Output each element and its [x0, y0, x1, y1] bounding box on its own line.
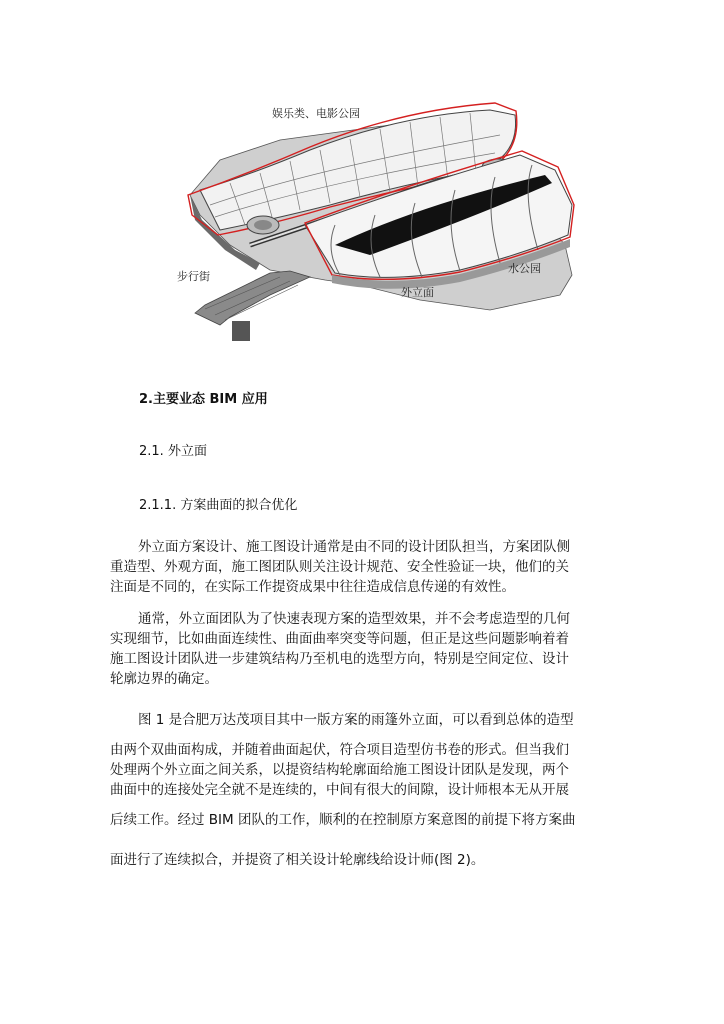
label-entertainment: 娱乐类、电影公园 — [272, 107, 360, 120]
paragraph-2-line: 实现细节，比如曲面连续性、曲面曲率突变等问题，但正是这些问题影响着着 — [110, 631, 569, 647]
paragraph-3-line: 处理两个外立面之间关系，以提资结构轮廓面给施工图设计团队是发现，两个 — [110, 762, 569, 778]
section-heading-2-1-1: 2.1.1. 方案曲面的拟合优化 — [139, 498, 298, 513]
section-heading-2-1: 2.1. 外立面 — [139, 444, 207, 459]
paragraph-2-line: 施工图设计团队进一步建筑结构乃至机电的选型方向，特别是空间定位、设计 — [110, 651, 569, 667]
paragraph-1-line: 注面是不同的，在实际工作提资成果中往往造成信息传递的有效性。 — [110, 579, 515, 595]
paragraph-1-line: 外立面方案设计、施工图设计通常是由不同的设计团队担当，方案团队侧 — [138, 539, 570, 555]
label-pedestrian-street: 步行街 — [177, 270, 210, 283]
paragraph-2-line: 通常，外立面团队为了快速表现方案的造型效果，并不会考虑造型的几何 — [138, 611, 570, 627]
paragraph-3-line: 后续工作。经过 BIM 团队的工作，顺利的在控制原方案意图的前提下将方案曲 — [110, 812, 576, 828]
paragraph-3-line: 面进行了连续拟合，并提资了相关设计轮廓线给设计师(图 2)。 — [110, 852, 485, 868]
paragraph-1-line: 重造型、外观方面，施工图团队则关注设计规范、安全性验证一块，他们的关 — [110, 559, 569, 575]
section-heading-2: 2.主要业态 BIM 应用 — [139, 392, 268, 407]
building-model-figure — [160, 95, 580, 355]
paragraph-1 — [110, 537, 610, 597]
paragraph-2 — [110, 609, 610, 689]
building-rendering — [160, 95, 580, 355]
paragraph-3-line: 曲面中的连接处完全就不是连续的，中间有很大的间隙，设计师根本无从开展 — [110, 782, 569, 798]
label-facade: 外立面 — [401, 286, 434, 299]
paragraph-3-line: 由两个双曲面构成，并随着曲面起伏，符合项目造型仿书卷的形式。但当我们 — [110, 742, 569, 758]
paragraph-2-line: 轮廓边界的确定。 — [110, 671, 218, 687]
label-water-park: 水公园 — [508, 262, 541, 275]
paragraph-3-line: 图 1 是合肥万达茂项目其中一版方案的雨篷外立面，可以看到总体的造型 — [138, 712, 574, 728]
